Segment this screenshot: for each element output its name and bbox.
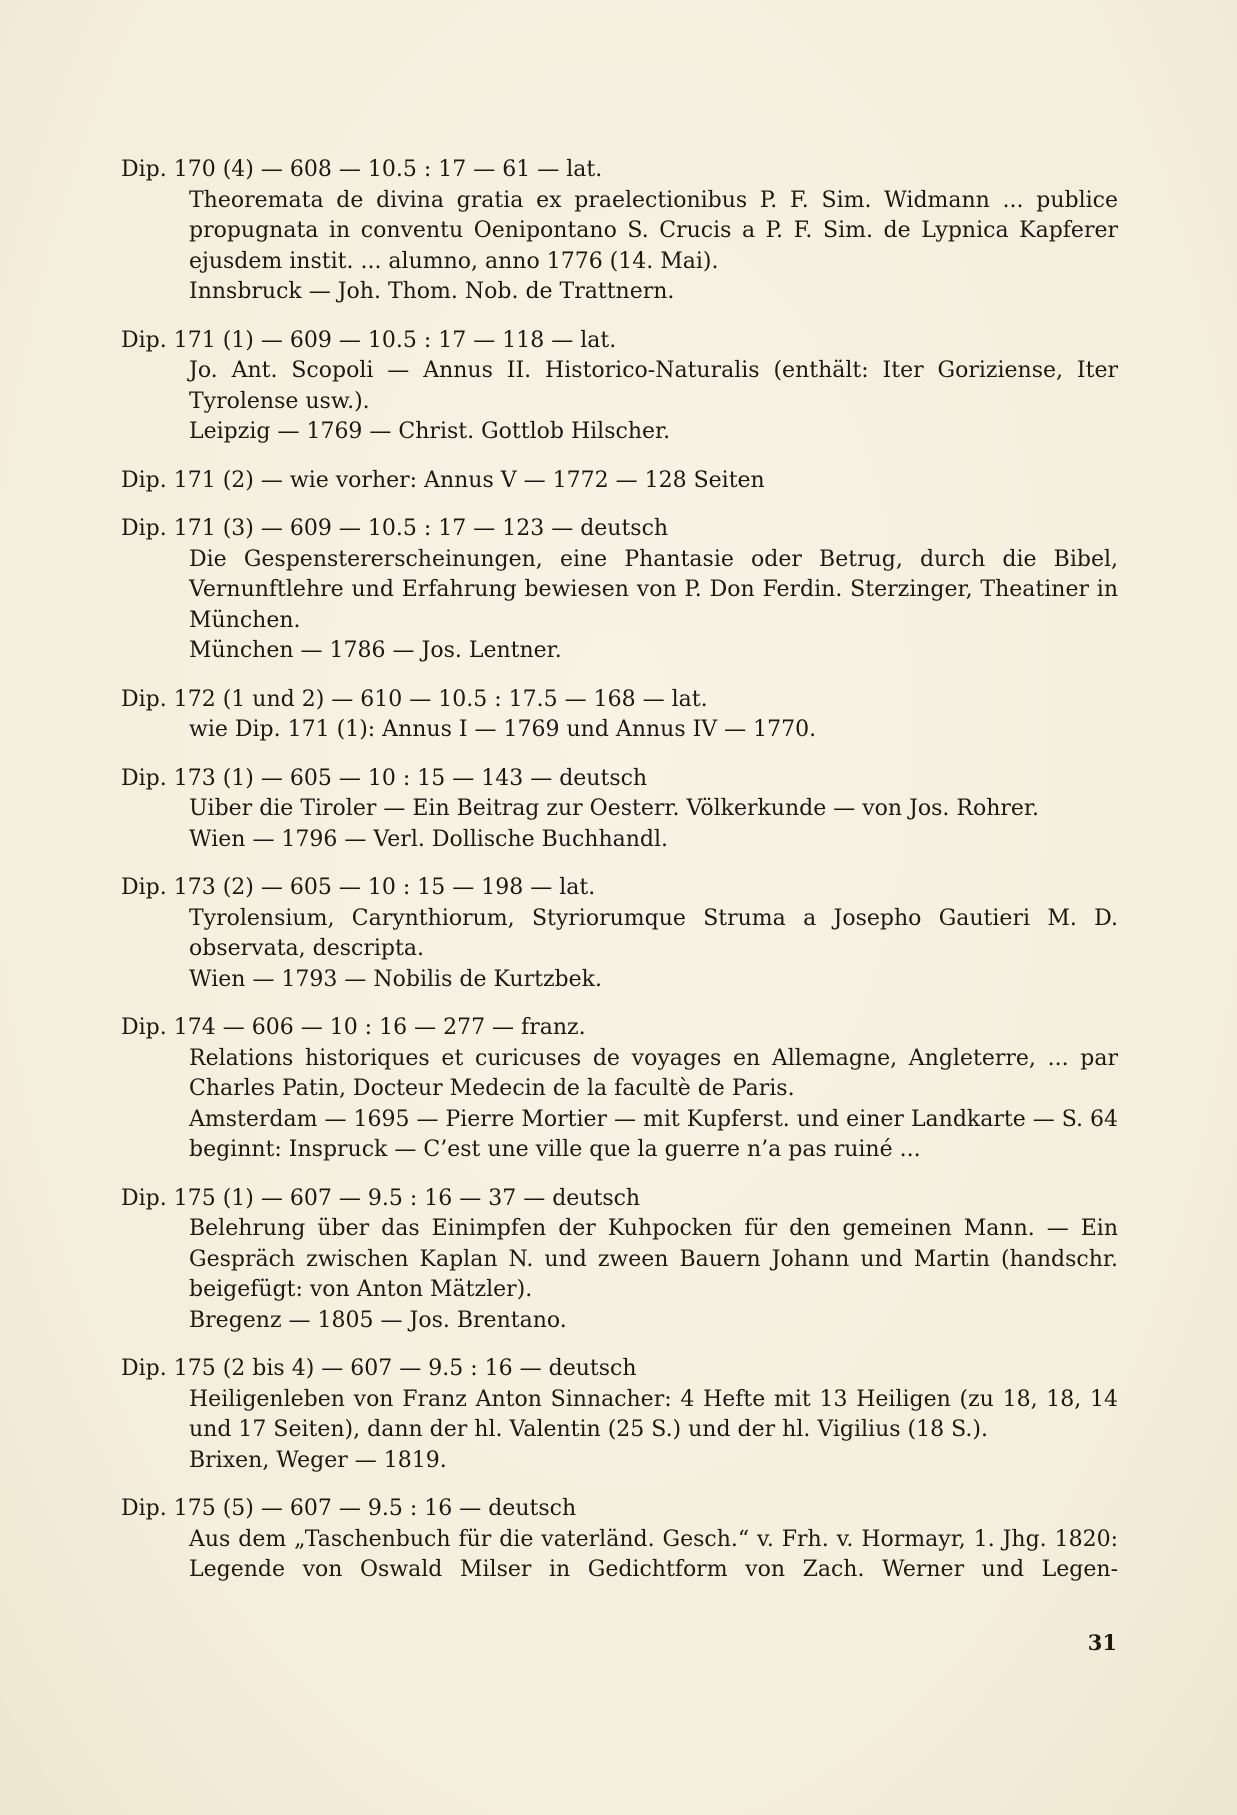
entry-line: Wien — 1796 — Verl. Dollische Buchhandl. — [189, 826, 669, 852]
entry-line: Leipzig — 1769 — Christ. Gottlob Hilscher. — [189, 419, 671, 444]
entry-line: Uiber die Tiroler — Ein Beitrag zur Oesterr. Völkerkunde — von Jos. Rohrer. — [189, 796, 1040, 821]
entry-heading: Dip. 174 — 606 — 10 : 16 — 277 — franz. — [121, 1015, 586, 1040]
catalog-entry — [121, 326, 1118, 448]
entry-heading: Dip. 173 (2) — 605 — 10 : 15 — 198 — lat. — [121, 875, 596, 900]
entry-heading: Dip. 175 (5) — 607 — 9.5 : 16 — deutsch — [121, 1496, 577, 1521]
entry-body — [121, 186, 1118, 308]
entry-heading: Dip. 175 (2 bis 4) — 607 — 9.5 : 16 — deutsch — [121, 1356, 637, 1381]
entry-heading: Dip. 171 (3) — 609 — 10.5 : 17 — 123 — deutsch — [121, 516, 669, 541]
page-number: 31 — [1087, 1630, 1117, 1655]
entry-heading: Dip. 175 (1) — 607 — 9.5 : 16 — 37 — deutsch — [121, 1185, 641, 1211]
catalog-entry — [121, 1354, 1118, 1476]
entry-heading: Dip. 172 (1 und 2) — 610 — 10.5 : 17.5 — 168 — lat. — [121, 686, 708, 712]
catalog-entry — [121, 466, 1118, 497]
entry-line: Brixen, Weger — 1819. — [189, 1447, 447, 1473]
catalog-entry — [121, 873, 1118, 995]
entry-line: München — 1786 — Jos. Lentner. — [189, 638, 562, 663]
entry-body — [121, 1385, 1118, 1477]
entry-body — [121, 904, 1118, 996]
entry-line: Jo. Ant. Scopoli — Annus II. Historico-Naturalis (enthält: Iter Goriziense, Iter Tyrolense usw.). — [189, 358, 1118, 414]
entry-body — [121, 1214, 1118, 1336]
entry-line: Wien — 1793 — Nobilis de Kurtzbek. — [189, 966, 602, 992]
entry-body — [121, 1525, 1118, 1586]
entry-body — [121, 1044, 1118, 1166]
entry-line: Die Gespenstererscheinungen, eine Phantasie oder Betrug, durch die Bibel, Vernunftlehre und Erfahrung bewiesen von P. Don Ferdin. Sterzinger, Theatiner in München. — [189, 546, 1118, 633]
entry-heading: Dip. 171 (1) — 609 — 10.5 : 17 — 118 — lat. — [121, 327, 617, 353]
entry-body — [121, 794, 1118, 855]
entry-heading: Dip. 170 (4) — 608 — 10.5 : 17 — 61 — lat. — [121, 157, 603, 182]
entry-line: Theoremata de divina gratia ex praelectionibus P. F. Sim. Widmann ... publice propugnata in conventu Oenipontano S. Crucis a P. F. Sim. de Lypnica Kapferer ejusdem instit. ... alumno, anno 1776 (14. Mai). — [189, 187, 1118, 274]
entry-line: Relations historiques et curicuses de voyages en Allemagne, Angleterre, ... par Charles Patin, Docteur Medecin de la facultè de Paris. — [189, 1045, 1118, 1101]
entry-line: Heiligenleben von Franz Anton Sinnacher: 4 Hefte mit 13 Heiligen (zu 18, 18, 14 und 17 Seiten), dann der hl. Valentin (25 S.) und der hl. Vigilius (18 S.). — [189, 1386, 1118, 1442]
entry-heading: Dip. 173 (1) — 605 — 10 : 15 — 143 — deutsch — [121, 765, 648, 791]
entry-line: Bregenz — 1805 — Jos. Brentano. — [189, 1307, 567, 1333]
catalog-entry — [121, 685, 1118, 746]
entry-body — [121, 545, 1118, 667]
catalog-entry — [121, 1494, 1118, 1586]
entry-line: Belehrung über das Einimpfen der Kuhpocken für den gemeinen Mann. — Ein Gespräch zwischen Kaplan N. und zween Bauern Johann und Martin (handschr. beigefügt: von Anton Mätzler). — [189, 1216, 1118, 1302]
catalog-entries — [121, 155, 1118, 1604]
entry-heading: Dip. 171 (2) — wie vorher: Annus V — 1772 — 128 Seiten — [121, 467, 765, 493]
catalog-entry — [121, 1013, 1118, 1166]
entry-line: wie Dip. 171 (1): Annus I — 1769 und Annus IV — 1770. — [189, 717, 817, 742]
entry-body — [121, 715, 1118, 746]
entry-line: Innsbruck — Joh. Thom. Nob. de Trattnern. — [189, 279, 675, 304]
catalog-entry — [121, 1184, 1118, 1337]
catalog-entry — [121, 155, 1118, 308]
entry-line: Tyrolensium, Carynthiorum, Styriorumque Struma a Josepho Gautieri M. D. observata, descripta. — [189, 905, 1118, 961]
catalog-entry — [121, 764, 1118, 856]
entry-line: Aus dem „Taschenbuch für die vaterländ. Gesch.“ v. Frh. v. Hormayr, 1. Jhg. 1820: Legende von Oswald Milser in Gedichtform von Zach. Werner und Legen- — [189, 1526, 1118, 1582]
catalog-entry — [121, 514, 1118, 667]
entry-body — [121, 356, 1118, 448]
entry-line: Amsterdam — 1695 — Pierre Mortier — mit Kupferst. und einer Landkarte — S. 64 beginnt: Inspruck — C’est une ville que la guerre n’a pas ruiné ... — [189, 1106, 1118, 1162]
